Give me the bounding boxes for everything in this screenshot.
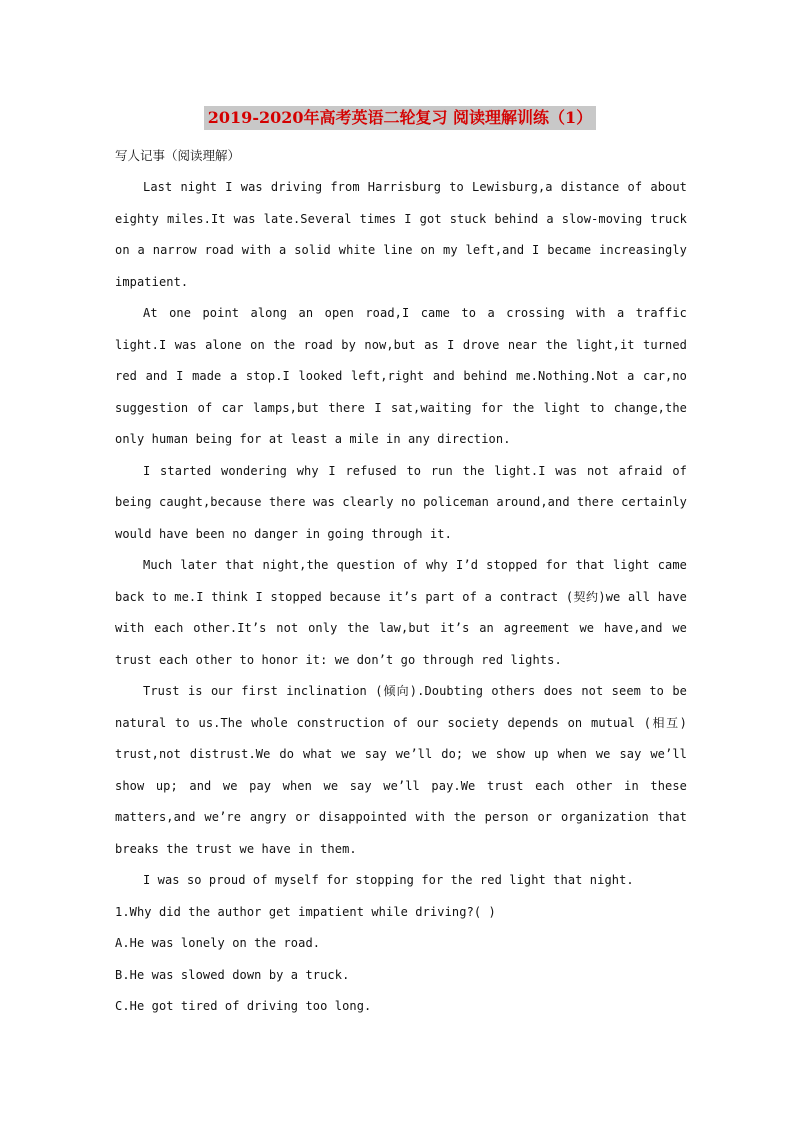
paragraph: At one point along an open road,I came to a crossing with a traffic light.I was alone on the road by now,but as I drove near the light,it turned red and I made a stop.I looked left,right and behind me.Nothing.Not a car,no suggestion of car lamps,but there I sat,waiting for the light to change,the only human being for at least a mile in any direction.: [115, 306, 687, 446]
paragraph: Much later that night,the question of why I’d stopped for that light came back to me.I think I stopped because it’s part of a contract (契约)we all have with each other.It’s not only the law,but it’s an agreement we have,and we trust each other to honor it: we don’t go through red lights.: [115, 558, 687, 667]
title-wrapper: [0, 106, 800, 130]
answer-option-c: C.He got tired of driving too long.: [115, 999, 372, 1013]
paragraph: Trust is our first inclination (倾向).Doubting others does not seem to be natural to us.The whole construction of our society depends on mutual (相互) trust,not distrust.We do what we say we’ll do; we show up when we say we’ll show up; and we pay when we say we’ll pay.We trust each other in these matters,and we’re angry or disappointed with the person or organization that breaks the trust we have in them.: [115, 684, 687, 856]
answer-option-b: B.He was slowed down by a truck.: [115, 967, 350, 982]
paragraph: I started wondering why I refused to run the light.I was not afraid of being caught,because there was clearly no policeman around,and there certainly would have been no danger in going through it.: [115, 463, 687, 541]
document-title: 2019-2020年高考英语二轮复习 阅读理解训练（1）: [204, 106, 596, 130]
paragraph: I was so proud of myself for stopping for the red light that night.: [143, 873, 634, 887]
paragraph: Last night I was driving from Harrisburg to Lewisburg,a distance of about eighty miles.It was late.Several times I got stuck behind a slow-moving truck on a narrow road with a solid white line on my left,and I became increasingly impatient.: [115, 180, 687, 289]
question-stem: 1.Why did the author get impatient while driving?( ): [115, 904, 496, 919]
answer-option-a: A.He was lonely on the road.: [115, 936, 321, 950]
article-body: [115, 172, 687, 1023]
section-heading: 写人记事（阅读理解）: [115, 148, 241, 163]
